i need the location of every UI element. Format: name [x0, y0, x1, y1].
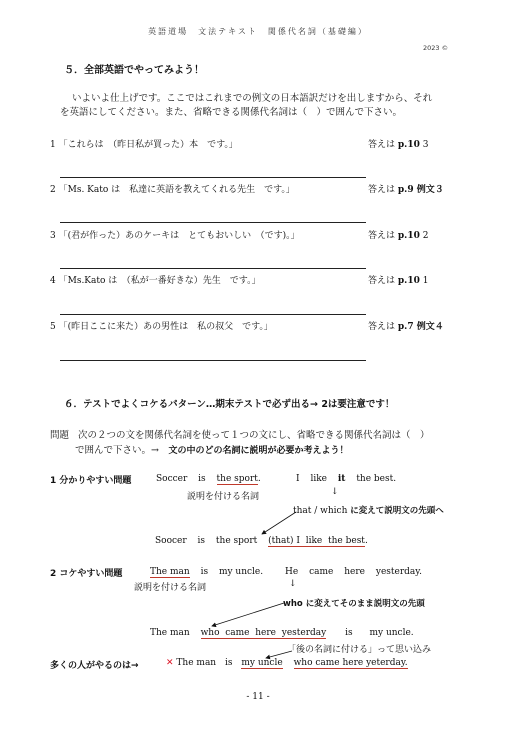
- question-number: 3: [50, 231, 56, 241]
- page-number: - 11 -: [246, 692, 270, 702]
- question-number: 1: [50, 140, 56, 150]
- antecedent-noun: The man: [150, 567, 190, 577]
- word: the best.: [356, 474, 397, 484]
- example1-down-arrow: ↓: [331, 487, 339, 497]
- word: I: [296, 536, 300, 546]
- example2-down-arrow: ↓: [289, 579, 297, 589]
- answer-page: p.10: [397, 231, 420, 241]
- example2-label: 2 コケやすい問題: [50, 569, 123, 579]
- cross-icon: ✕: [166, 658, 174, 668]
- answer-prefix: 答えは: [368, 276, 396, 286]
- example1-label: 1 分かりやすい問題: [50, 476, 132, 486]
- word: yesterday: [281, 628, 327, 638]
- wrong-example-label: 多くの人がやるのは→: [50, 661, 139, 671]
- word: my uncle: [241, 658, 283, 668]
- word: I: [296, 474, 300, 484]
- word: came: [309, 567, 334, 577]
- answer-page: p.10: [397, 140, 420, 150]
- word: The man: [176, 658, 217, 668]
- question-text: 「これらは （昨日私が買った）本 です。」: [58, 140, 238, 150]
- answer-prefix: 答えは: [368, 322, 396, 332]
- answer-prefix: 答えは: [368, 231, 396, 241]
- question-number: 5: [50, 322, 56, 332]
- misplaced-clause: who came here yeterday.: [293, 658, 408, 668]
- question-number: 4: [50, 276, 56, 286]
- word: here: [255, 628, 276, 638]
- answer-page: p.9 例文３: [397, 185, 444, 195]
- section5-intro-line2: を英語にしてください。また、省略できる関係代名詞は（ ）で囲んで下さい。: [60, 107, 403, 118]
- question-text: 「Ms.Kato は （私が一番好きな）先生 です。」: [58, 276, 261, 286]
- page-header-title: 英語道場 文法テキスト 関係代名詞（基礎編）: [148, 27, 368, 36]
- word: (that): [268, 536, 294, 546]
- word: who: [200, 628, 220, 638]
- problem-label: 問題: [50, 430, 70, 441]
- word: Soccer: [156, 474, 188, 484]
- section5-title: ５．全部英語でやってみよう！: [64, 65, 204, 76]
- problem-text: 次の２つの文を関係代名詞を使って１つの文にし、省略できる関係代名詞は（ ）: [78, 430, 430, 441]
- answer-page: p.10: [397, 276, 420, 286]
- problem-instruction: で囲んで下さい。→: [75, 445, 169, 456]
- question-text: 「(君が作った）あのケーキは とてもおいしい （です)。」: [58, 231, 300, 241]
- word: yesterday.: [375, 567, 423, 577]
- example2-note-noun: 説明を付ける名詞: [134, 583, 207, 593]
- word: here: [344, 567, 365, 577]
- arrow-to-my-uncle: [266, 651, 292, 658]
- note-move-front: に変えて説明文の先頭へ: [350, 506, 444, 516]
- word: The man: [150, 628, 190, 638]
- copyright-year: 2023 ©: [423, 44, 449, 52]
- question-number: 2: [50, 185, 56, 195]
- antecedent-noun: the sport: [216, 474, 258, 484]
- that-which-label: that / which: [293, 506, 348, 516]
- problem-hint: 文の中のどの名詞に説明が必要か考えよう！: [168, 446, 349, 456]
- word: came: [225, 628, 250, 638]
- word: my uncle.: [369, 628, 414, 638]
- word: like: [305, 536, 323, 546]
- word: the sport: [215, 536, 258, 546]
- word: like: [310, 474, 327, 484]
- answer-suffix: 3: [422, 140, 429, 150]
- word: is: [197, 536, 206, 546]
- answer-suffix: 2: [422, 231, 429, 241]
- answer-prefix: 答えは: [368, 140, 396, 150]
- section6-title: ６．テストでよくコケるパターン…期末テストで必ず出る→ 2は要注意です！: [64, 399, 395, 410]
- arrow-to-that: [262, 512, 296, 534]
- word: is: [198, 474, 206, 484]
- misconception-callout: 「後の名詞に付ける」って思い込み: [287, 645, 432, 655]
- arrow-to-who: [212, 603, 284, 626]
- word: my uncle.: [218, 567, 264, 577]
- answer-prefix: 答えは: [368, 185, 396, 195]
- example2-note-who: who に変えてそのまま説明文の先頭: [283, 599, 425, 609]
- question-text: 「Ms. Kato は 私達に英語を教えてくれる先生 です。」: [58, 185, 295, 195]
- example1-note-noun: 説明を付ける名詞: [187, 492, 260, 502]
- word: the best: [328, 536, 365, 546]
- period: .: [257, 474, 261, 484]
- word: is: [200, 567, 209, 577]
- section5-intro-line1: いよいよ仕上げです。ここではこれまでの例文の日本語訳だけを出しますから、それ: [72, 93, 433, 104]
- period: .: [364, 536, 368, 546]
- pronoun-it: it: [337, 474, 346, 484]
- word: He: [285, 567, 299, 577]
- word: is: [345, 628, 353, 638]
- word: Soocer: [155, 536, 187, 546]
- answer-page: p.7 例文４: [397, 322, 444, 332]
- answer-suffix: 1: [422, 276, 429, 286]
- question-text: 「(昨日ここに来た）あの男性は 私の叔父 です。」: [58, 322, 273, 332]
- word: is: [224, 658, 233, 668]
